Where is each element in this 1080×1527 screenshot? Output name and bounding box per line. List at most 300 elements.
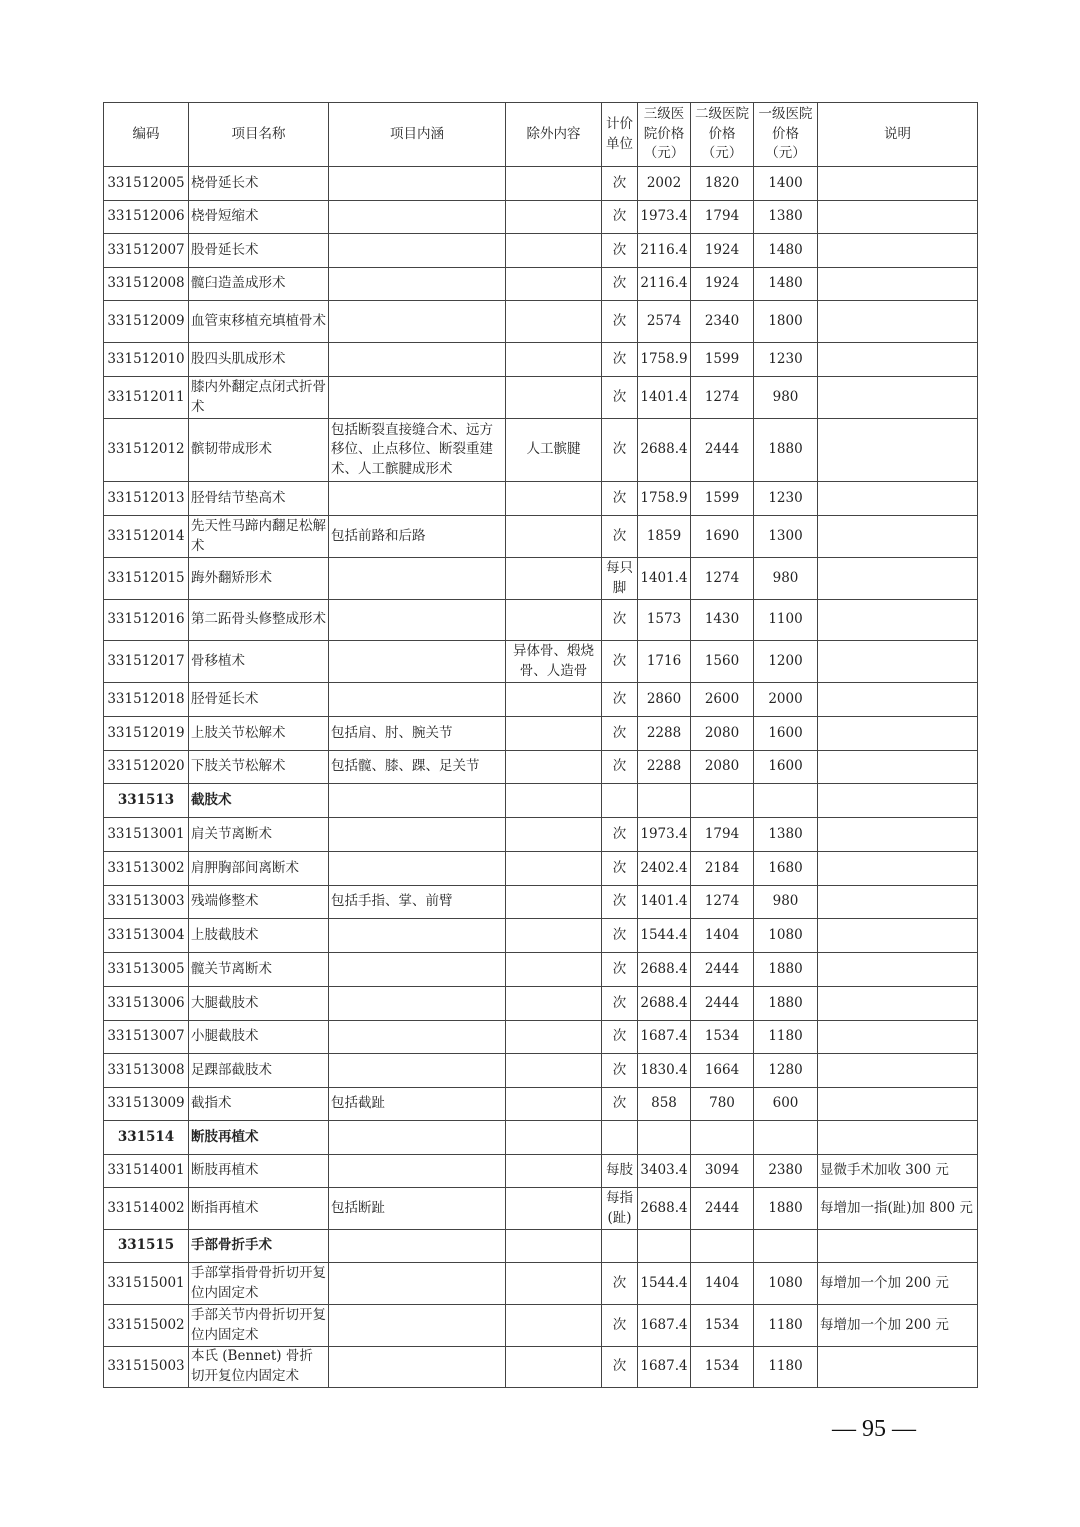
cell-note bbox=[818, 167, 978, 201]
cell-code: 331512013 bbox=[104, 482, 189, 516]
cell-price-level2: 1599 bbox=[691, 482, 754, 516]
cell-unit: 次 bbox=[602, 886, 638, 919]
cell-unit bbox=[602, 1121, 638, 1155]
cell-excluded bbox=[506, 1188, 602, 1230]
cell-excluded bbox=[506, 1088, 602, 1121]
cell-note bbox=[818, 600, 978, 641]
cell-code: 331512018 bbox=[104, 683, 189, 717]
cell-price-level1: 980 bbox=[754, 377, 818, 419]
cell-content bbox=[329, 818, 506, 852]
cell-excluded: 异体骨、煅烧骨、人造骨 bbox=[506, 641, 602, 683]
cell-price-level1: 1600 bbox=[754, 751, 818, 784]
cell-content bbox=[329, 1121, 506, 1155]
cell-price-level2: 1794 bbox=[691, 818, 754, 852]
section-row bbox=[104, 784, 978, 818]
cell-excluded bbox=[506, 301, 602, 343]
cell-code: 331513009 bbox=[104, 1088, 189, 1121]
cell-name: 股骨延长术 bbox=[189, 234, 329, 268]
cell-price-level2: 1404 bbox=[691, 919, 754, 953]
cell-content bbox=[329, 1230, 506, 1263]
cell-price-level2: 2184 bbox=[691, 852, 754, 886]
cell-price-level2: 2444 bbox=[691, 1188, 754, 1230]
table-row bbox=[104, 377, 978, 419]
cell-unit: 次 bbox=[602, 852, 638, 886]
cell-code: 331512009 bbox=[104, 301, 189, 343]
cell-unit: 次 bbox=[602, 482, 638, 516]
section-row bbox=[104, 1230, 978, 1263]
cell-price-level1: 1480 bbox=[754, 268, 818, 301]
cell-unit: 每指(趾) bbox=[602, 1188, 638, 1230]
cell-unit: 次 bbox=[602, 167, 638, 201]
cell-content bbox=[329, 600, 506, 641]
cell-price-level3: 2688.4 bbox=[638, 987, 691, 1021]
cell-name: 肩关节离断术 bbox=[189, 818, 329, 852]
cell-code: 331513008 bbox=[104, 1054, 189, 1088]
cell-name: 骨移植术 bbox=[189, 641, 329, 683]
cell-code: 331515001 bbox=[104, 1263, 189, 1305]
cell-name: 髌韧带成形术 bbox=[189, 419, 329, 482]
cell-note bbox=[818, 516, 978, 558]
cell-unit: 次 bbox=[602, 377, 638, 419]
cell-unit: 次 bbox=[602, 234, 638, 268]
cell-code: 331513 bbox=[104, 784, 189, 818]
cell-price-level2: 1664 bbox=[691, 1054, 754, 1088]
cell-name: 股四头肌成形术 bbox=[189, 343, 329, 377]
cell-note bbox=[818, 987, 978, 1021]
cell-content bbox=[329, 1263, 506, 1305]
cell-unit: 次 bbox=[602, 1305, 638, 1347]
cell-price-level3: 2116.4 bbox=[638, 234, 691, 268]
cell-name: 手部掌指骨骨折切开复位内固定术 bbox=[189, 1263, 329, 1305]
cell-excluded bbox=[506, 751, 602, 784]
cell-excluded bbox=[506, 516, 602, 558]
cell-note bbox=[818, 852, 978, 886]
cell-price-level3: 1687.4 bbox=[638, 1021, 691, 1054]
cell-excluded bbox=[506, 234, 602, 268]
cell-price-level2: 1820 bbox=[691, 167, 754, 201]
cell-price-level1: 1180 bbox=[754, 1347, 818, 1388]
cell-price-level3: 2688.4 bbox=[638, 419, 691, 482]
cell-content: 包括断趾 bbox=[329, 1188, 506, 1230]
cell-name: 断肢再植术 bbox=[189, 1121, 329, 1155]
cell-name: 膝内外翻定点闭式折骨术 bbox=[189, 377, 329, 419]
cell-note: 每增加一指(趾)加 800 元 bbox=[818, 1188, 978, 1230]
header-content: 项目内涵 bbox=[329, 103, 506, 167]
cell-excluded bbox=[506, 886, 602, 919]
cell-name: 血管束移植充填植骨术 bbox=[189, 301, 329, 343]
cell-price-level2: 1534 bbox=[691, 1305, 754, 1347]
cell-name: 肩胛胸部间离断术 bbox=[189, 852, 329, 886]
cell-content bbox=[329, 1054, 506, 1088]
cell-price-level1: 1080 bbox=[754, 1263, 818, 1305]
table-row bbox=[104, 751, 978, 784]
cell-unit bbox=[602, 1230, 638, 1263]
cell-price-level2: 1690 bbox=[691, 516, 754, 558]
cell-price-level1: 1880 bbox=[754, 1188, 818, 1230]
cell-price-level1: 1880 bbox=[754, 987, 818, 1021]
cell-price-level1: 1380 bbox=[754, 201, 818, 234]
table-row bbox=[104, 1021, 978, 1054]
table-body bbox=[104, 167, 978, 1388]
cell-name: 踇外翻矫形术 bbox=[189, 558, 329, 600]
cell-content: 包括髋、膝、踝、足关节 bbox=[329, 751, 506, 784]
cell-unit: 次 bbox=[602, 1263, 638, 1305]
cell-name: 断指再植术 bbox=[189, 1188, 329, 1230]
table-row bbox=[104, 268, 978, 301]
table-row bbox=[104, 516, 978, 558]
cell-code: 331515003 bbox=[104, 1347, 189, 1388]
cell-code: 331515 bbox=[104, 1230, 189, 1263]
table-row bbox=[104, 1347, 978, 1388]
table-row bbox=[104, 558, 978, 600]
page-number: — 95 — bbox=[832, 1416, 916, 1442]
cell-price-level2: 1560 bbox=[691, 641, 754, 683]
cell-name: 胫骨结节垫高术 bbox=[189, 482, 329, 516]
cell-content bbox=[329, 784, 506, 818]
table-row bbox=[104, 953, 978, 987]
table-row bbox=[104, 234, 978, 268]
table-row bbox=[104, 1263, 978, 1305]
cell-price-level3: 1716 bbox=[638, 641, 691, 683]
cell-excluded bbox=[506, 1054, 602, 1088]
cell-price-level2: 1534 bbox=[691, 1021, 754, 1054]
cell-note bbox=[818, 1121, 978, 1155]
cell-price-level3: 2860 bbox=[638, 683, 691, 717]
cell-price-level1: 1100 bbox=[754, 600, 818, 641]
cell-code: 331514 bbox=[104, 1121, 189, 1155]
cell-unit: 次 bbox=[602, 201, 638, 234]
cell-code: 331512006 bbox=[104, 201, 189, 234]
header-note: 说明 bbox=[818, 103, 978, 167]
cell-price-level3: 1544.4 bbox=[638, 919, 691, 953]
cell-note bbox=[818, 784, 978, 818]
cell-price-level3: 1401.4 bbox=[638, 886, 691, 919]
cell-price-level1: 1480 bbox=[754, 234, 818, 268]
cell-code: 331512019 bbox=[104, 717, 189, 751]
cell-excluded bbox=[506, 600, 602, 641]
cell-price-level3: 1401.4 bbox=[638, 558, 691, 600]
cell-code: 331514002 bbox=[104, 1188, 189, 1230]
header-unit: 计价单位 bbox=[602, 103, 638, 167]
table-row bbox=[104, 919, 978, 953]
cell-code: 331513002 bbox=[104, 852, 189, 886]
cell-price-level3: 1758.9 bbox=[638, 343, 691, 377]
cell-price-level3: 1830.4 bbox=[638, 1054, 691, 1088]
section-row bbox=[104, 1121, 978, 1155]
cell-price-level2: 1274 bbox=[691, 558, 754, 600]
cell-excluded bbox=[506, 987, 602, 1021]
cell-price-level2: 1274 bbox=[691, 377, 754, 419]
cell-unit: 次 bbox=[602, 301, 638, 343]
cell-note bbox=[818, 1088, 978, 1121]
cell-unit: 次 bbox=[602, 343, 638, 377]
cell-unit: 每只脚 bbox=[602, 558, 638, 600]
cell-code: 331513005 bbox=[104, 953, 189, 987]
cell-excluded bbox=[506, 683, 602, 717]
table-row bbox=[104, 641, 978, 683]
cell-note bbox=[818, 886, 978, 919]
cell-content bbox=[329, 201, 506, 234]
cell-note bbox=[818, 234, 978, 268]
cell-note bbox=[818, 1054, 978, 1088]
cell-price-level2: 2080 bbox=[691, 751, 754, 784]
cell-price-level3: 1859 bbox=[638, 516, 691, 558]
cell-name: 手部骨折手术 bbox=[189, 1230, 329, 1263]
cell-excluded bbox=[506, 1347, 602, 1388]
cell-unit: 次 bbox=[602, 751, 638, 784]
cell-excluded bbox=[506, 482, 602, 516]
cell-excluded bbox=[506, 717, 602, 751]
cell-price-level3: 1573 bbox=[638, 600, 691, 641]
cell-price-level1: 1380 bbox=[754, 818, 818, 852]
table-row bbox=[104, 1155, 978, 1188]
cell-excluded bbox=[506, 784, 602, 818]
cell-price-level1: 1230 bbox=[754, 343, 818, 377]
table-row bbox=[104, 1188, 978, 1230]
cell-content: 包括断裂直接缝合术、远方移位、止点移位、断裂重建术、人工髌腱成形术 bbox=[329, 419, 506, 482]
table-row bbox=[104, 987, 978, 1021]
cell-unit: 每肢 bbox=[602, 1155, 638, 1188]
cell-excluded bbox=[506, 1263, 602, 1305]
cell-note bbox=[818, 953, 978, 987]
cell-note bbox=[818, 683, 978, 717]
cell-content bbox=[329, 641, 506, 683]
cell-price-level3: 2288 bbox=[638, 717, 691, 751]
cell-name: 上肢关节松解术 bbox=[189, 717, 329, 751]
cell-excluded bbox=[506, 377, 602, 419]
cell-code: 331512012 bbox=[104, 419, 189, 482]
cell-price-level1: 1180 bbox=[754, 1021, 818, 1054]
cell-price-level2: 3094 bbox=[691, 1155, 754, 1188]
cell-name: 下肢关节松解术 bbox=[189, 751, 329, 784]
cell-unit: 次 bbox=[602, 1347, 638, 1388]
cell-price-level2 bbox=[691, 1230, 754, 1263]
cell-content bbox=[329, 987, 506, 1021]
cell-excluded bbox=[506, 953, 602, 987]
cell-price-level2: 1534 bbox=[691, 1347, 754, 1388]
cell-price-level1: 1300 bbox=[754, 516, 818, 558]
cell-content: 包括前路和后路 bbox=[329, 516, 506, 558]
header-price-level3: 三级医院价格（元） bbox=[638, 103, 691, 167]
cell-unit: 次 bbox=[602, 818, 638, 852]
cell-excluded bbox=[506, 1021, 602, 1054]
table-row bbox=[104, 482, 978, 516]
cell-note bbox=[818, 1230, 978, 1263]
cell-price-level3: 1758.9 bbox=[638, 482, 691, 516]
cell-unit: 次 bbox=[602, 987, 638, 1021]
table-row bbox=[104, 818, 978, 852]
cell-code: 331512016 bbox=[104, 600, 189, 641]
cell-content bbox=[329, 1155, 506, 1188]
cell-price-level2 bbox=[691, 784, 754, 818]
cell-excluded bbox=[506, 343, 602, 377]
header-price-level2: 二级医院价格（元） bbox=[691, 103, 754, 167]
cell-price-level1 bbox=[754, 1230, 818, 1263]
cell-code: 331512011 bbox=[104, 377, 189, 419]
cell-content: 包括肩、肘、腕关节 bbox=[329, 717, 506, 751]
cell-excluded bbox=[506, 167, 602, 201]
cell-price-level2: 1404 bbox=[691, 1263, 754, 1305]
cell-unit: 次 bbox=[602, 717, 638, 751]
cell-excluded bbox=[506, 1230, 602, 1263]
cell-price-level3: 2688.4 bbox=[638, 953, 691, 987]
cell-price-level3: 1687.4 bbox=[638, 1305, 691, 1347]
cell-content bbox=[329, 343, 506, 377]
cell-note bbox=[818, 419, 978, 482]
header-price-level1: 一级医院价格（元） bbox=[754, 103, 818, 167]
cell-name: 第二跖骨头修整成形术 bbox=[189, 600, 329, 641]
cell-content bbox=[329, 301, 506, 343]
cell-note bbox=[818, 751, 978, 784]
cell-price-level2: 1924 bbox=[691, 268, 754, 301]
cell-code: 331512010 bbox=[104, 343, 189, 377]
cell-content bbox=[329, 953, 506, 987]
cell-price-level3 bbox=[638, 1230, 691, 1263]
cell-price-level2: 2444 bbox=[691, 953, 754, 987]
header-excluded: 除外内容 bbox=[506, 103, 602, 167]
cell-price-level1: 1680 bbox=[754, 852, 818, 886]
cell-content: 包括手指、掌、前臂 bbox=[329, 886, 506, 919]
cell-code: 331512007 bbox=[104, 234, 189, 268]
header-code: 编码 bbox=[104, 103, 189, 167]
cell-price-level1: 1880 bbox=[754, 953, 818, 987]
cell-price-level2: 2340 bbox=[691, 301, 754, 343]
cell-code: 331512005 bbox=[104, 167, 189, 201]
cell-content bbox=[329, 167, 506, 201]
cell-price-level3: 1687.4 bbox=[638, 1347, 691, 1388]
cell-note bbox=[818, 343, 978, 377]
cell-name: 断肢再植术 bbox=[189, 1155, 329, 1188]
table-row bbox=[104, 343, 978, 377]
cell-note bbox=[818, 482, 978, 516]
cell-price-level2: 780 bbox=[691, 1088, 754, 1121]
table-row bbox=[104, 301, 978, 343]
cell-excluded bbox=[506, 1155, 602, 1188]
cell-note bbox=[818, 1347, 978, 1388]
cell-code: 331512015 bbox=[104, 558, 189, 600]
table-row bbox=[104, 1054, 978, 1088]
cell-content bbox=[329, 558, 506, 600]
cell-code: 331513001 bbox=[104, 818, 189, 852]
cell-note bbox=[818, 818, 978, 852]
cell-price-level2: 2600 bbox=[691, 683, 754, 717]
cell-note bbox=[818, 558, 978, 600]
cell-price-level3: 2574 bbox=[638, 301, 691, 343]
cell-content bbox=[329, 1347, 506, 1388]
cell-content bbox=[329, 1021, 506, 1054]
cell-name: 上肢截肢术 bbox=[189, 919, 329, 953]
cell-note bbox=[818, 377, 978, 419]
cell-content bbox=[329, 683, 506, 717]
cell-unit: 次 bbox=[602, 600, 638, 641]
cell-code: 331512008 bbox=[104, 268, 189, 301]
cell-price-level2: 1274 bbox=[691, 886, 754, 919]
cell-content bbox=[329, 234, 506, 268]
table-row bbox=[104, 600, 978, 641]
cell-code: 331514001 bbox=[104, 1155, 189, 1188]
cell-price-level3: 1973.4 bbox=[638, 818, 691, 852]
table-row bbox=[104, 683, 978, 717]
cell-note bbox=[818, 301, 978, 343]
cell-code: 331512017 bbox=[104, 641, 189, 683]
cell-price-level2: 2444 bbox=[691, 419, 754, 482]
cell-unit: 次 bbox=[602, 516, 638, 558]
cell-price-level1: 1600 bbox=[754, 717, 818, 751]
cell-name: 截指术 bbox=[189, 1088, 329, 1121]
cell-price-level1: 1080 bbox=[754, 919, 818, 953]
cell-name: 胫骨延长术 bbox=[189, 683, 329, 717]
cell-code: 331512020 bbox=[104, 751, 189, 784]
cell-price-level1: 1880 bbox=[754, 419, 818, 482]
cell-code: 331515002 bbox=[104, 1305, 189, 1347]
cell-name: 残端修整术 bbox=[189, 886, 329, 919]
cell-unit: 次 bbox=[602, 919, 638, 953]
cell-price-level1: 2380 bbox=[754, 1155, 818, 1188]
cell-name: 截肢术 bbox=[189, 784, 329, 818]
cell-price-level3: 2116.4 bbox=[638, 268, 691, 301]
cell-price-level2: 2444 bbox=[691, 987, 754, 1021]
cell-content bbox=[329, 919, 506, 953]
cell-excluded bbox=[506, 558, 602, 600]
cell-excluded bbox=[506, 818, 602, 852]
cell-content bbox=[329, 1305, 506, 1347]
cell-price-level3 bbox=[638, 784, 691, 818]
cell-price-level3: 858 bbox=[638, 1088, 691, 1121]
cell-price-level1: 1280 bbox=[754, 1054, 818, 1088]
cell-content bbox=[329, 852, 506, 886]
table-row bbox=[104, 1305, 978, 1347]
cell-price-level1 bbox=[754, 1121, 818, 1155]
cell-price-level1: 1230 bbox=[754, 482, 818, 516]
cell-name: 足踝部截肢术 bbox=[189, 1054, 329, 1088]
cell-price-level1: 1800 bbox=[754, 301, 818, 343]
cell-price-level1: 980 bbox=[754, 886, 818, 919]
cell-unit: 次 bbox=[602, 683, 638, 717]
cell-unit: 次 bbox=[602, 1088, 638, 1121]
cell-price-level1: 2000 bbox=[754, 683, 818, 717]
cell-price-level1: 1200 bbox=[754, 641, 818, 683]
cell-unit: 次 bbox=[602, 953, 638, 987]
cell-price-level2: 1430 bbox=[691, 600, 754, 641]
cell-note: 每增加一个加 200 元 bbox=[818, 1305, 978, 1347]
cell-content bbox=[329, 482, 506, 516]
cell-excluded: 人工髌腱 bbox=[506, 419, 602, 482]
cell-note bbox=[818, 717, 978, 751]
cell-price-level3: 2688.4 bbox=[638, 1188, 691, 1230]
cell-price-level3: 1544.4 bbox=[638, 1263, 691, 1305]
cell-unit bbox=[602, 784, 638, 818]
table-row bbox=[104, 167, 978, 201]
cell-price-level1: 600 bbox=[754, 1088, 818, 1121]
table-row bbox=[104, 201, 978, 234]
cell-price-level3: 1973.4 bbox=[638, 201, 691, 234]
cell-price-level1: 1180 bbox=[754, 1305, 818, 1347]
cell-price-level2: 2080 bbox=[691, 717, 754, 751]
cell-name: 髋臼造盖成形术 bbox=[189, 268, 329, 301]
cell-price-level1: 1400 bbox=[754, 167, 818, 201]
cell-price-level2 bbox=[691, 1121, 754, 1155]
cell-note bbox=[818, 1021, 978, 1054]
cell-code: 331513007 bbox=[104, 1021, 189, 1054]
cell-name: 髋关节离断术 bbox=[189, 953, 329, 987]
cell-code: 331512014 bbox=[104, 516, 189, 558]
cell-content bbox=[329, 377, 506, 419]
cell-price-level2: 1924 bbox=[691, 234, 754, 268]
cell-price-level3: 2002 bbox=[638, 167, 691, 201]
cell-price-level2: 1794 bbox=[691, 201, 754, 234]
cell-excluded bbox=[506, 852, 602, 886]
cell-content: 包括截趾 bbox=[329, 1088, 506, 1121]
